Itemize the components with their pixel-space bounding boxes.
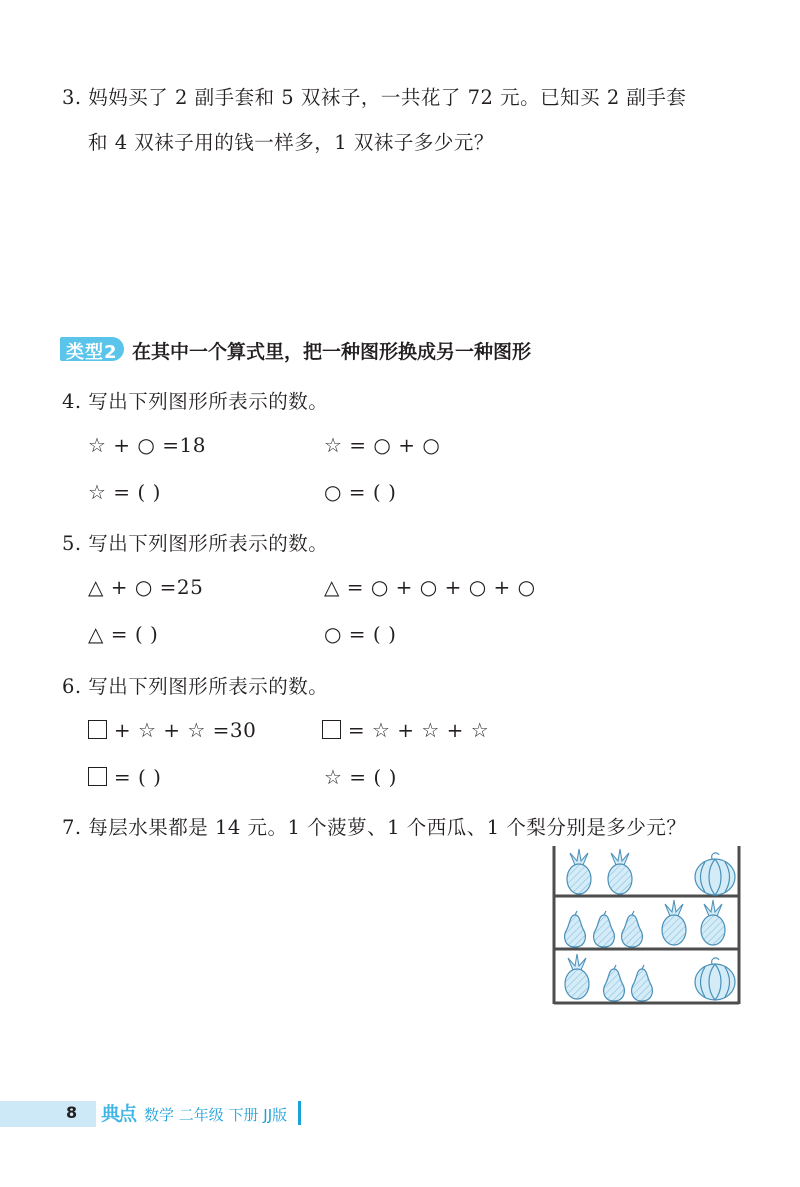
pear-icon <box>565 911 586 947</box>
type-badge-label: 类型2 <box>66 342 118 363</box>
question-5-equation-2: △ = ○ + ○ + ○ + ○ <box>324 575 536 599</box>
question-6-equation-1-rest: + ☆ + ☆ =30 <box>113 718 257 742</box>
question-5-prompt: 5. 写出下列图形所表示的数。 <box>62 532 329 555</box>
question-3-line-1: 3. 妈妈买了 2 副手套和 5 双袜子，一共花了 72 元。已知买 2 副手套 <box>62 86 687 109</box>
question-5-answer-triangle: △ = ( ) <box>88 622 159 646</box>
question-6-equation-2 <box>322 718 489 742</box>
pineapple-icon <box>662 900 686 945</box>
question-5-equation-1: △ + ○ =25 <box>88 575 204 599</box>
question-5-answer-circle: ○ = ( ) <box>324 622 397 646</box>
type-title: 在其中一个算式里，把一种图形换成另一种图形 <box>132 341 532 363</box>
pineapple-icon <box>565 954 589 999</box>
footer-band <box>0 1101 96 1127</box>
question-4-equation-1: ☆ + ○ =18 <box>88 433 206 457</box>
question-7-prompt: 7. 每层水果都是 14 元。1 个菠萝、1 个西瓜、1 个梨分别是多少元？ <box>62 816 687 839</box>
watermelon-icon <box>695 958 735 1000</box>
brand-logo: 典点 <box>101 1103 136 1125</box>
square-icon <box>322 720 341 739</box>
footer-divider <box>298 1101 301 1125</box>
book-title: 数学 二年级 下册 JJ版 <box>144 1106 288 1124</box>
page-number: 8 <box>66 1103 78 1122</box>
question-6-equation-2-rest: = ☆ + ☆ + ☆ <box>347 718 490 742</box>
question-4-answer-star: ☆ = ( ) <box>88 480 161 504</box>
question-4-answer-circle: ○ = ( ) <box>324 480 397 504</box>
watermelon-icon <box>695 853 735 895</box>
pineapple-icon <box>608 849 632 894</box>
pear-icon <box>594 911 615 947</box>
question-4-equation-2: ☆ = ○ + ○ <box>324 433 441 457</box>
pear-icon <box>632 965 653 1001</box>
pineapple-icon <box>701 900 725 945</box>
square-icon <box>88 767 107 786</box>
square-icon <box>88 720 107 739</box>
pineapple-icon <box>567 849 591 894</box>
type-badge <box>60 337 124 361</box>
question-6-equation-1 <box>88 718 256 742</box>
fruit-shelf-illustration <box>550 844 744 1006</box>
question-6-answer-star: ☆ = ( ) <box>324 765 397 789</box>
question-4-prompt: 4. 写出下列图形所表示的数。 <box>62 390 329 413</box>
pear-icon <box>604 965 625 1001</box>
question-3-line-2: 和 4 双袜子用的钱一样多，1 双袜子多少元？ <box>88 131 494 154</box>
pear-icon <box>622 911 643 947</box>
question-6-prompt: 6. 写出下列图形所表示的数。 <box>62 675 329 698</box>
question-6-answer-square <box>88 765 161 789</box>
question-6-answer-square-rest: = ( ) <box>113 765 162 789</box>
